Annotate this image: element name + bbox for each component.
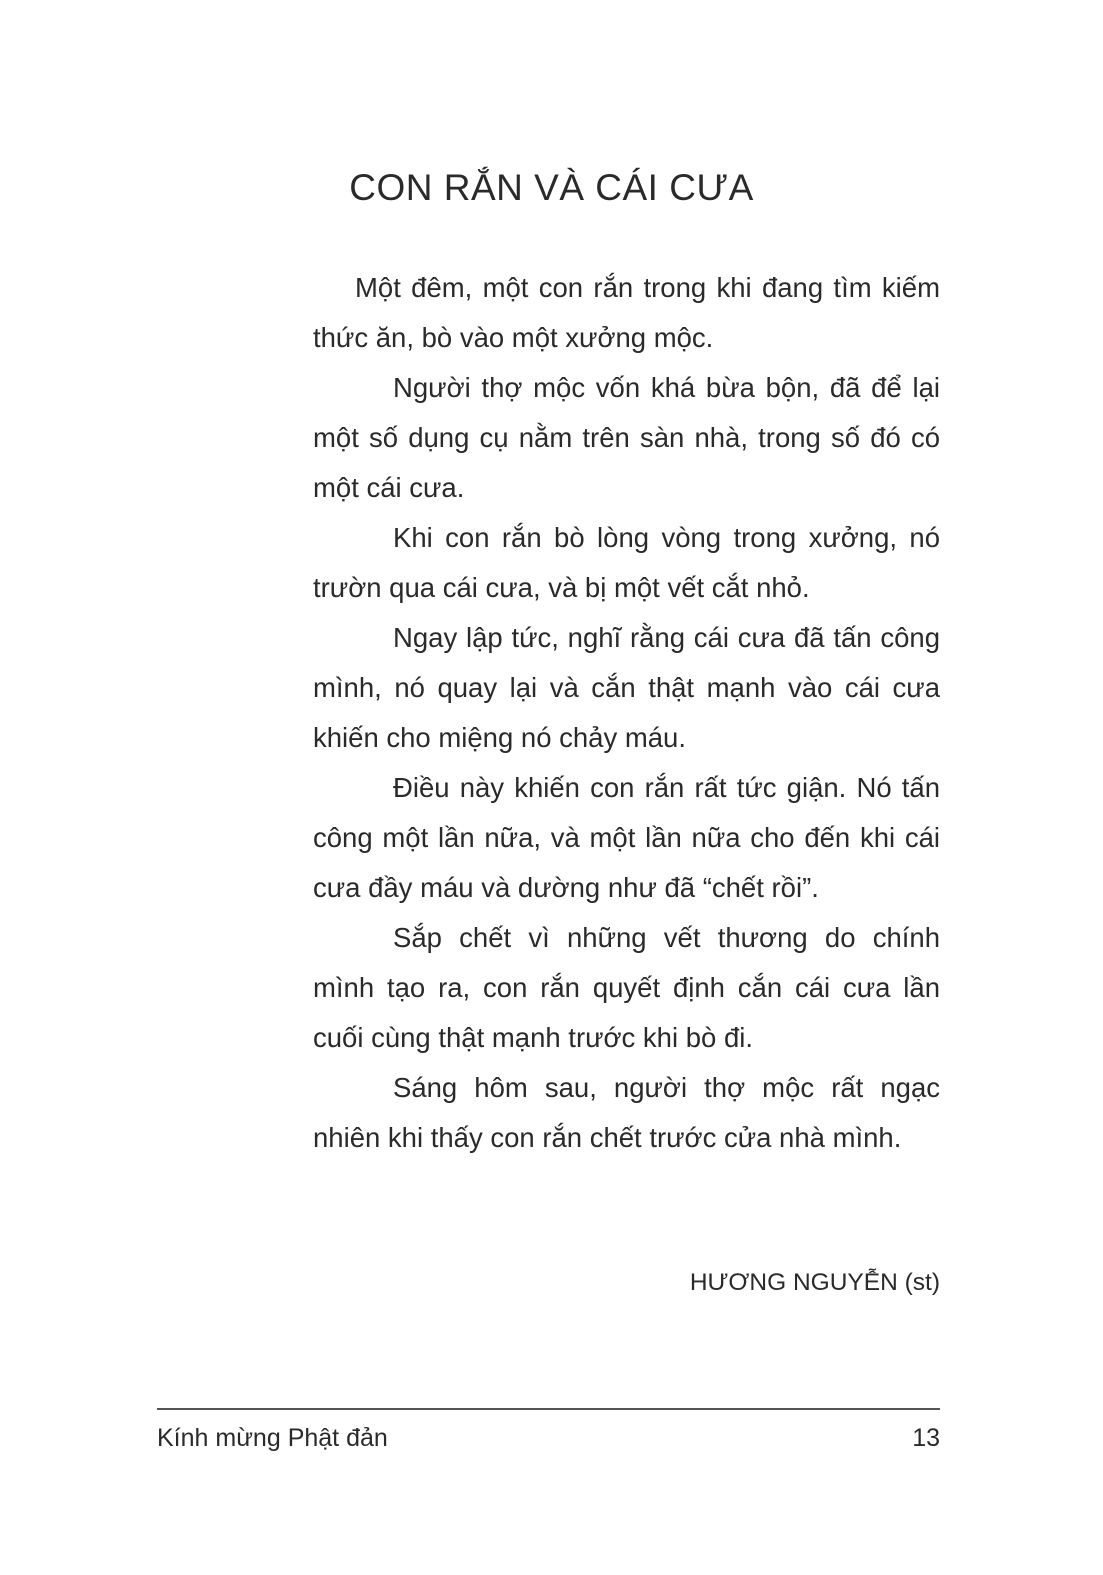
footer-divider <box>157 1408 940 1410</box>
story-paragraph: Sắp chết vì những vết thương do chính mình tạo ra, con rắn quyết định cắn cái cưa lần cuối cùng thật mạnh trước khi bò đi. <box>313 922 940 1053</box>
story-paragraph: Ngay lập tức, nghĩ rằng cái cưa đã tấn công mình, nó quay lại và cắn thật mạnh vào cái cưa khiến cho miệng nó chảy máu. <box>313 622 940 753</box>
story-title: CON RẮN VÀ CÁI CƯA <box>349 167 754 208</box>
story-paragraph: Một đêm, một con rắn trong khi đang tìm kiếm thức ăn, bò vào một xưởng mộc. <box>313 272 940 353</box>
story-paragraph: Điều này khiến con rắn rất tức giận. Nó tấn công một lần nữa, và một lần nữa cho đến khi cái cưa đầy máu và dường như đã “chết rồi”. <box>313 772 940 903</box>
author-credit: HƯƠNG NGUYỄN (st) <box>689 1269 940 1296</box>
page-number: 13 <box>912 1424 940 1452</box>
story-paragraph: Người thợ mộc vốn khá bừa bộn, đã để lại một số dụng cụ nằm trên sàn nhà, trong số đó có một cái cưa. <box>313 372 940 503</box>
story-paragraph: Khi con rắn bò lòng vòng trong xưởng, nó trườn qua cái cưa, và bị một vết cắt nhỏ. <box>313 522 940 603</box>
footer-section-title: Kính mừng Phật đản <box>157 1424 388 1452</box>
story-body <box>313 263 940 1163</box>
story-paragraph: Sáng hôm sau, người thợ mộc rất ngạc nhiên khi thấy con rắn chết trước cửa nhà mình. <box>313 1072 940 1153</box>
